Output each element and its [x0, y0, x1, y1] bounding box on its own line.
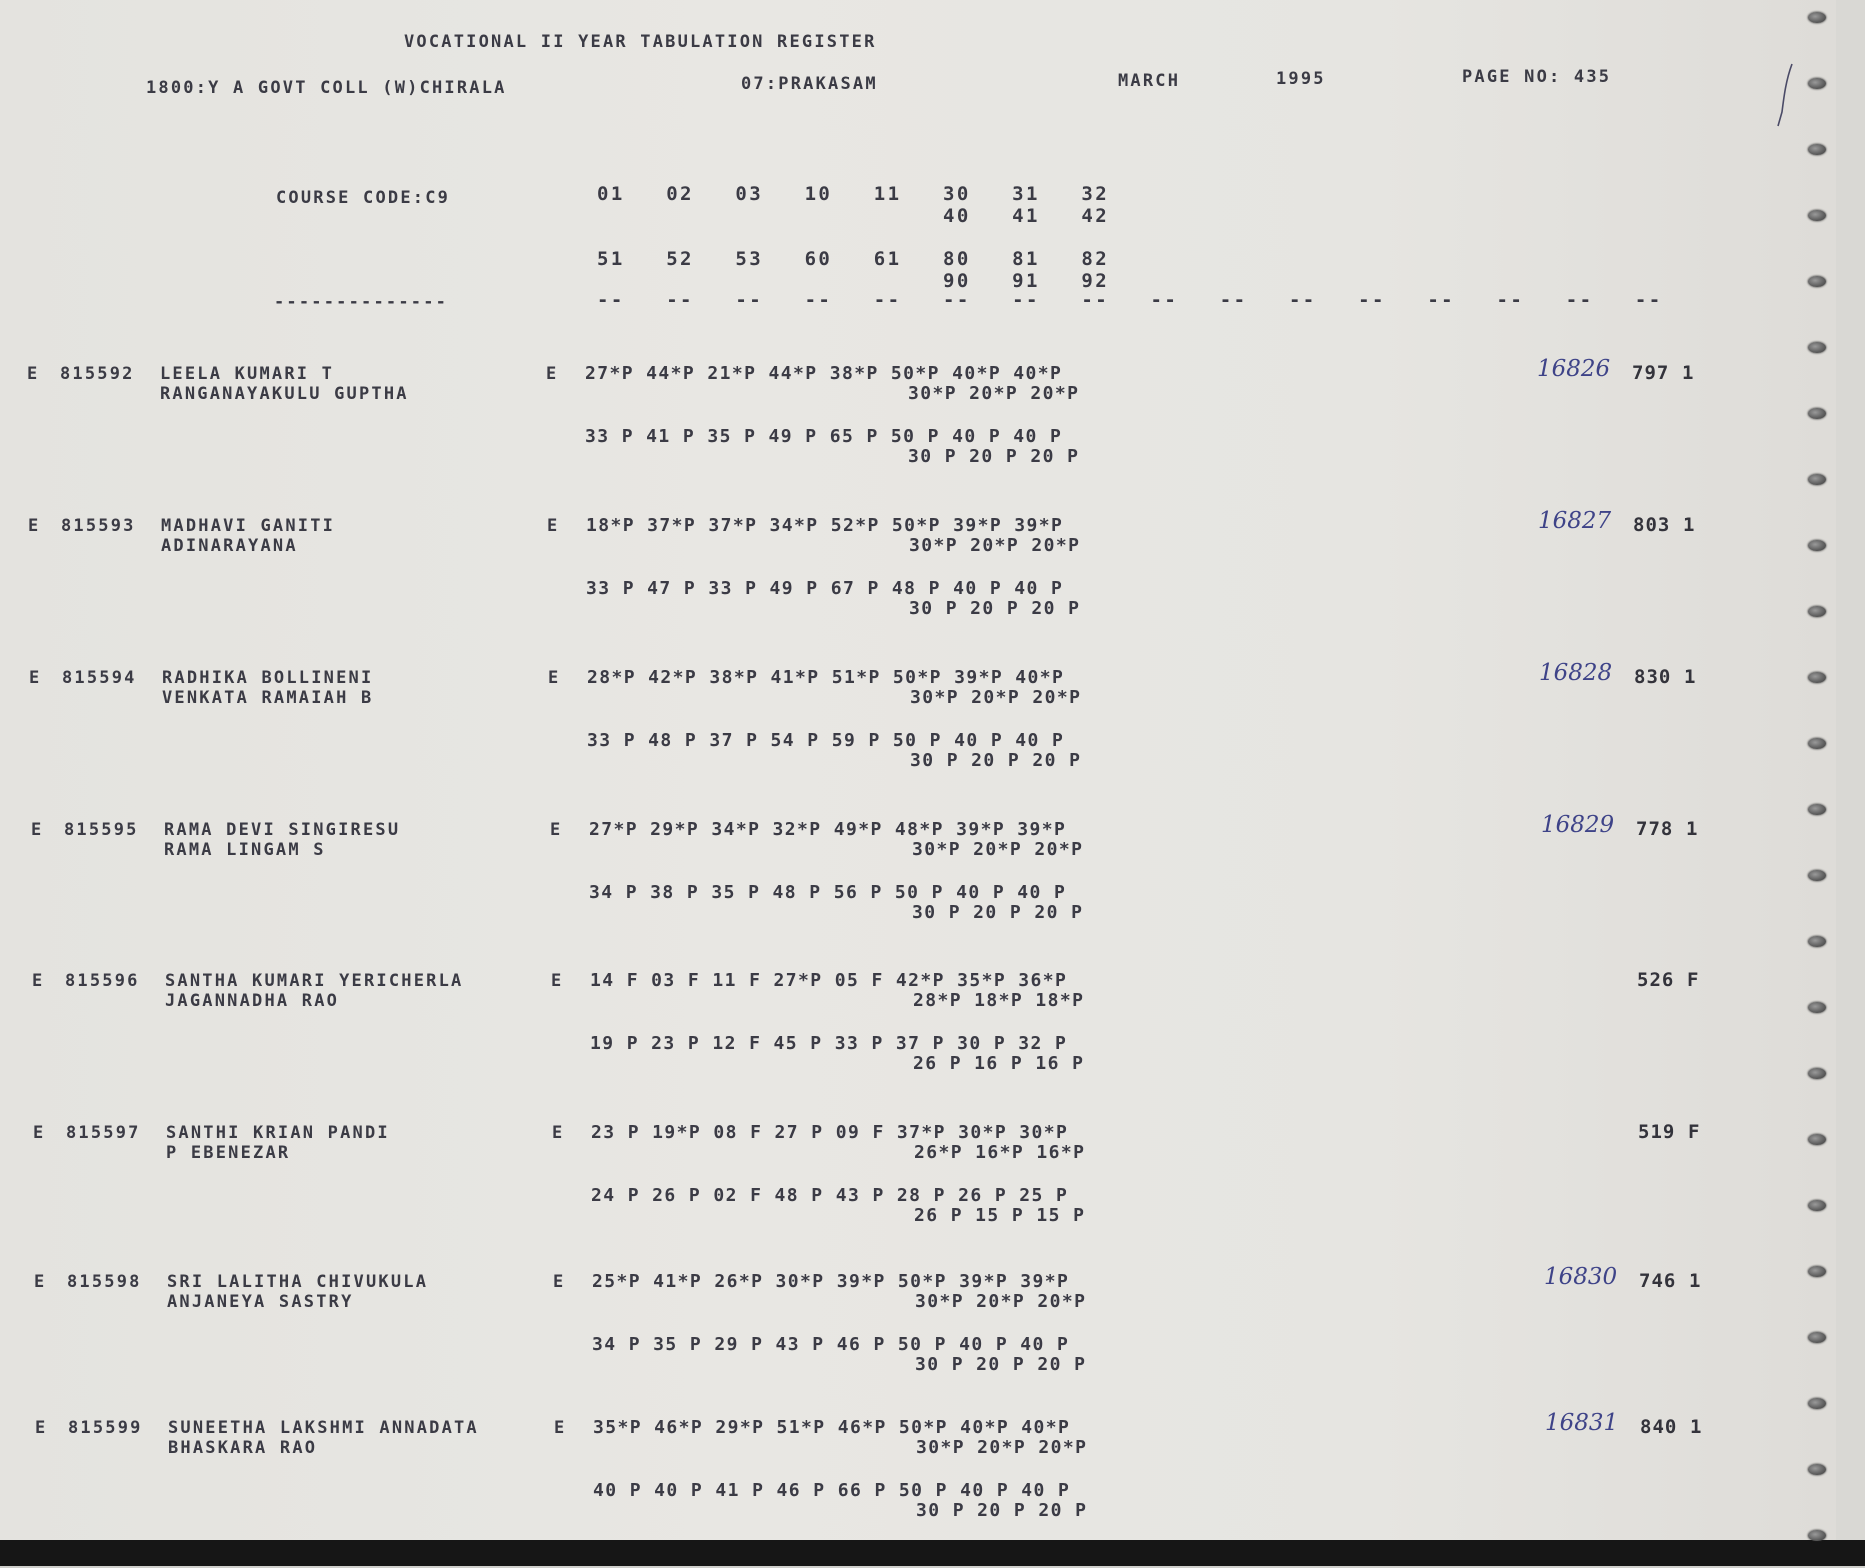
parent-name: JAGANNADHA RAO [165, 991, 340, 1011]
medium-code: E [551, 971, 564, 991]
marks-line-3: 34 P 35 P 29 P 43 P 46 P 50 P 40 P 40 P [592, 1334, 1070, 1355]
parent-name: P EBENEZAR [166, 1143, 291, 1163]
result-class: F [1688, 1121, 1701, 1143]
district-name: 07:PRAKASAM [741, 74, 878, 94]
parent-name: RAMA LINGAM S [164, 840, 326, 860]
student-record [4, 812, 1804, 970]
subject-codes-row2: 40 41 42 [597, 205, 1110, 227]
feed-hole [1808, 1200, 1826, 1211]
roll-number: 815598 [67, 1272, 142, 1292]
record-flag: E [27, 364, 40, 384]
subject-codes-row4: 90 91 92 [597, 270, 1110, 292]
total-marks: 778 [1636, 818, 1674, 840]
student-record [1, 508, 1801, 666]
marks-line-1: 23 P 19*P 08 F 27 P 09 F 37*P 30*P 30*P [591, 1122, 1069, 1143]
student-name: SANTHA KUMARI YERICHERLA [165, 971, 464, 991]
feed-hole [1808, 12, 1826, 23]
record-flag: E [32, 971, 45, 991]
feed-hole [1808, 1530, 1826, 1541]
total-marks: 797 [1632, 362, 1670, 384]
marks-line-4: 30 P 20 P 20 P [908, 446, 1080, 467]
roll-number: 815593 [61, 516, 136, 536]
record-flag: E [31, 820, 44, 840]
roll-number: 815592 [60, 364, 135, 384]
feed-hole [1808, 1332, 1826, 1343]
student-record [0, 356, 1800, 514]
roll-number: 815596 [65, 971, 140, 991]
marks-line-2: 30*P 20*P 20*P [909, 535, 1081, 556]
handwritten-number: 16828 [1539, 660, 1613, 686]
result-class: 1 [1690, 1416, 1703, 1438]
marks-line-1: 35*P 46*P 29*P 51*P 46*P 50*P 40*P 40*P [593, 1417, 1071, 1438]
feed-hole [1808, 1002, 1826, 1013]
total-marks: 830 [1634, 666, 1672, 688]
total-marks: 746 [1639, 1270, 1677, 1292]
marks-line-1: 25*P 41*P 26*P 30*P 39*P 50*P 39*P 39*P [592, 1271, 1070, 1292]
record-flag: E [29, 668, 42, 688]
feed-hole [1808, 1464, 1826, 1475]
student-name: SANTHI KRIAN PANDI [166, 1123, 390, 1143]
medium-code: E [554, 1418, 567, 1438]
feed-hole [1808, 738, 1826, 749]
medium-code: E [546, 364, 559, 384]
medium-code: E [552, 1123, 565, 1143]
pen-mark [1762, 60, 1802, 130]
marks-line-2: 30*P 20*P 20*P [910, 687, 1082, 708]
marks-line-3: 24 P 26 P 02 F 48 P 43 P 28 P 26 P 25 P [591, 1185, 1069, 1206]
parent-name: ANJANEYA SASTRY [167, 1292, 354, 1312]
dash-rule-left: -------------- [274, 292, 449, 312]
total-marks: 803 [1633, 514, 1671, 536]
result-class: 1 [1682, 362, 1695, 384]
record-flag: E [28, 516, 41, 536]
student-name: LEELA KUMARI T [160, 364, 335, 384]
roll-number: 815597 [66, 1123, 141, 1143]
feed-hole [1808, 606, 1826, 617]
feed-hole [1808, 672, 1826, 683]
record-flag: E [33, 1123, 46, 1143]
marks-line-2: 30*P 20*P 20*P [916, 1437, 1088, 1458]
medium-code: E [553, 1272, 566, 1292]
marks-line-1: 18*P 37*P 37*P 34*P 52*P 50*P 39*P 39*P [586, 515, 1064, 536]
student-record [5, 971, 1805, 1121]
student-name: SRI LALITHA CHIVUKULA [167, 1272, 429, 1292]
marks-line-4: 26 P 16 P 16 P [913, 1053, 1085, 1074]
subject-codes-row3: 51 52 53 60 61 80 81 82 [597, 248, 1110, 270]
marks-line-4: 30 P 20 P 20 P [915, 1354, 1087, 1375]
marks-line-1: 28*P 42*P 38*P 41*P 51*P 50*P 39*P 40*P [587, 667, 1065, 688]
feed-hole [1808, 408, 1826, 419]
marks-line-3: 33 P 47 P 33 P 49 P 67 P 48 P 40 P 40 P [586, 578, 1064, 599]
feed-hole [1808, 936, 1826, 947]
marks-line-1: 27*P 44*P 21*P 44*P 38*P 50*P 40*P 40*P [585, 363, 1063, 384]
marks-line-3: 19 P 23 P 12 F 45 P 33 P 37 P 30 P 32 P [590, 1033, 1068, 1054]
marks-line-2: 30*P 20*P 20*P [915, 1291, 1087, 1312]
medium-code: E [548, 668, 561, 688]
student-name: RAMA DEVI SINGIRESU [164, 820, 401, 840]
roll-number: 815599 [68, 1418, 143, 1438]
feed-hole [1808, 1266, 1826, 1277]
feed-hole [1808, 78, 1826, 89]
handwritten-number: 16831 [1545, 1410, 1619, 1436]
feed-hole [1808, 1398, 1826, 1409]
marks-line-2: 28*P 18*P 18*P [913, 990, 1085, 1011]
marks-line-3: 33 P 48 P 37 P 54 P 59 P 50 P 40 P 40 P [587, 730, 1065, 751]
college-name: 1800:Y A GOVT COLL (W)CHIRALA [146, 78, 507, 98]
marks-line-2: 30*P 20*P 20*P [908, 383, 1080, 404]
exam-month: MARCH [1118, 71, 1181, 91]
result-class: 1 [1689, 1270, 1702, 1292]
record-flag: E [35, 1418, 48, 1438]
subject-codes-row1: 01 02 03 10 11 30 31 32 [597, 183, 1110, 205]
total-marks: 519 [1638, 1121, 1676, 1143]
marks-line-4: 30 P 20 P 20 P [912, 902, 1084, 923]
result-class: 1 [1683, 514, 1696, 536]
register-title: VOCATIONAL II YEAR TABULATION REGISTER [404, 32, 877, 52]
marks-line-4: 30 P 20 P 20 P [916, 1500, 1088, 1521]
feed-hole [1808, 540, 1826, 551]
total-marks: 526 [1637, 969, 1675, 991]
marks-line-3: 34 P 38 P 35 P 48 P 56 P 50 P 40 P 40 P [589, 882, 1067, 903]
tractor-feed-margin [1836, 0, 1865, 1540]
exam-year: 1995 [1276, 69, 1326, 89]
handwritten-number: 16826 [1537, 356, 1611, 382]
marks-line-1: 27*P 29*P 34*P 32*P 49*P 48*P 39*P 39*P [589, 819, 1067, 840]
handwritten-number: 16827 [1538, 508, 1612, 534]
feed-hole [1808, 144, 1826, 155]
student-name: RADHIKA BOLLINENI [162, 668, 374, 688]
feed-hole [1808, 804, 1826, 815]
parent-name: BHASKARA RAO [168, 1438, 318, 1458]
dash-rule-right: -- -- -- -- -- -- -- -- -- -- -- -- -- -- -- -- [597, 289, 1663, 311]
feed-hole [1808, 276, 1826, 287]
parent-name: VENKATA RAMAIAH B [162, 688, 374, 708]
feed-hole [1808, 870, 1826, 881]
student-record [6, 1123, 1806, 1273]
marks-line-3: 33 P 41 P 35 P 49 P 65 P 50 P 40 P 40 P [585, 426, 1063, 447]
medium-code: E [550, 820, 563, 840]
parent-name: RANGANAYAKULU GUPTHA [160, 384, 409, 404]
marks-line-4: 30 P 20 P 20 P [910, 750, 1082, 771]
result-class: 1 [1684, 666, 1697, 688]
student-record [7, 1264, 1807, 1422]
feed-hole [1808, 342, 1826, 353]
result-class: F [1687, 969, 1700, 991]
parent-name: ADINARAYANA [161, 536, 298, 556]
feed-hole [1808, 1134, 1826, 1145]
roll-number: 815595 [64, 820, 139, 840]
result-class: 1 [1686, 818, 1699, 840]
page-bottom-shadow [0, 1540, 1865, 1566]
page-number: PAGE NO: 435 [1462, 67, 1612, 87]
record-flag: E [34, 1272, 47, 1292]
marks-line-2: 30*P 20*P 20*P [912, 839, 1084, 860]
student-name: SUNEETHA LAKSHMI ANNADATA [168, 1418, 479, 1438]
handwritten-number: 16829 [1541, 812, 1615, 838]
marks-line-4: 30 P 20 P 20 P [909, 598, 1081, 619]
roll-number: 815594 [62, 668, 137, 688]
handwritten-number: 16830 [1544, 1264, 1618, 1290]
total-marks: 840 [1640, 1416, 1678, 1438]
feed-hole [1808, 474, 1826, 485]
marks-line-4: 26 P 15 P 15 P [914, 1205, 1086, 1226]
student-name: MADHAVI GANITI [161, 516, 336, 536]
feed-hole [1808, 210, 1826, 221]
feed-hole [1808, 1068, 1826, 1079]
marks-line-1: 14 F 03 F 11 F 27*P 05 F 42*P 35*P 36*P [590, 970, 1068, 991]
marks-line-3: 40 P 40 P 41 P 46 P 66 P 50 P 40 P 40 P [593, 1480, 1071, 1501]
student-record [2, 660, 1802, 818]
course-code: COURSE CODE:C9 [276, 188, 451, 208]
medium-code: E [547, 516, 560, 536]
marks-line-2: 26*P 16*P 16*P [914, 1142, 1086, 1163]
